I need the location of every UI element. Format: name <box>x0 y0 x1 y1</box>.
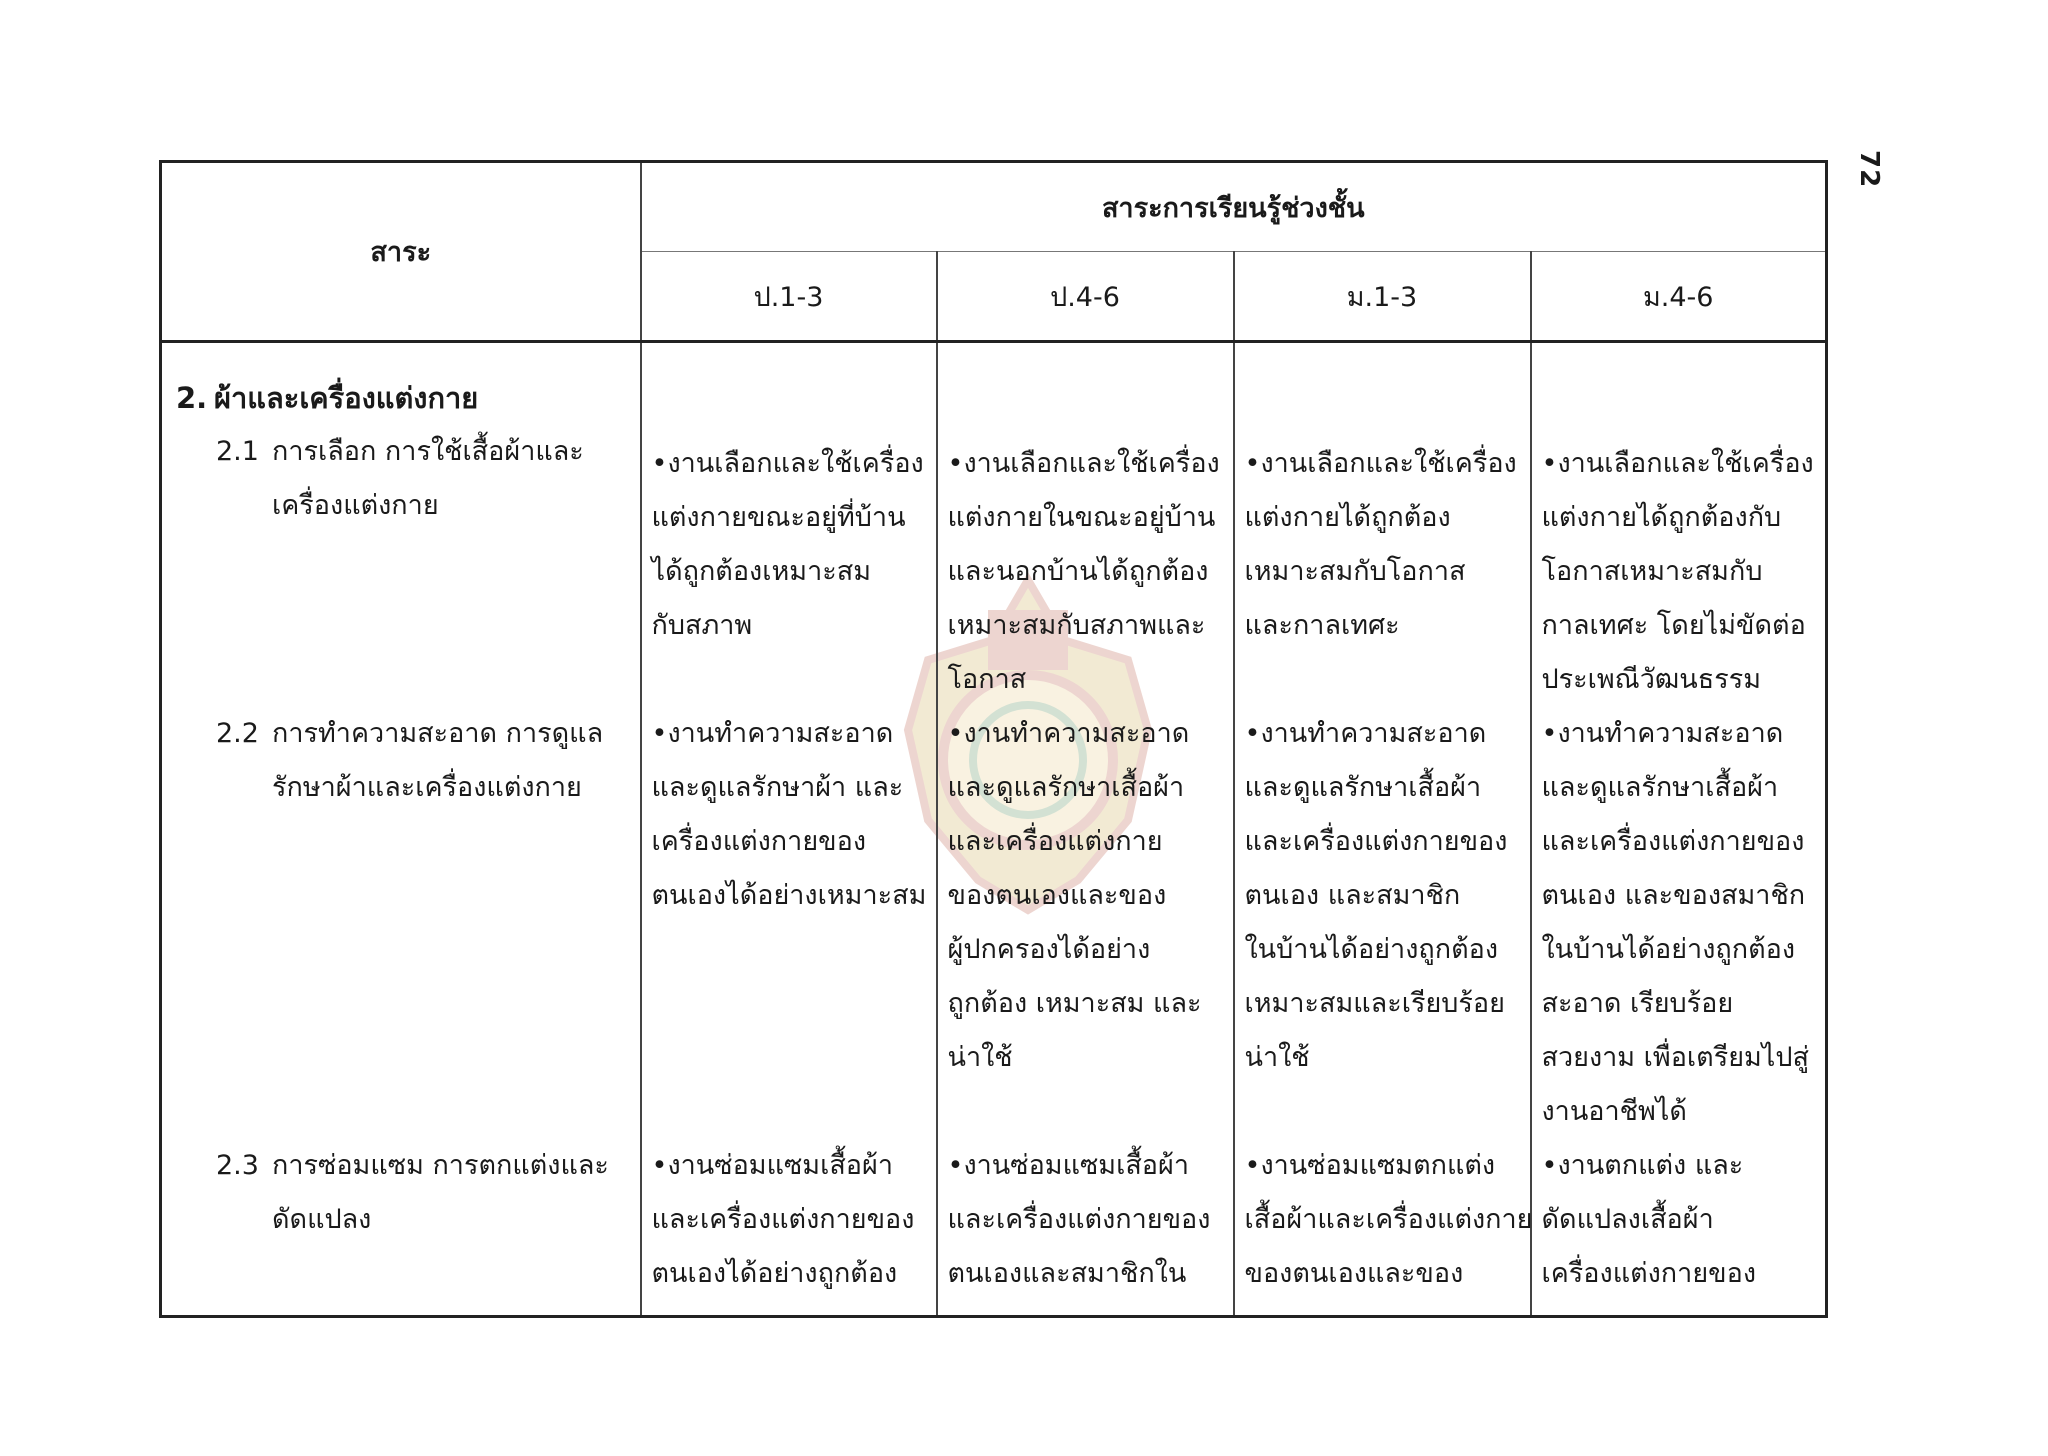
content-cell: • งานตกแต่ง และ ดัดแปลงเสื้อผ้า เครื่องแต่งกายของ <box>1531 1139 1827 1317</box>
content-cell: • งานเลือกและใช้เครื่อง แต่งกายขณะอยู่ที่บ้าน ได้ถูกต้องเหมาะสม กับสภาพ <box>641 425 937 707</box>
content-cell: • งานทำความสะอาด และดูแลรักษาเสื้อผ้า และเครื่องแต่งกาย ของตนเองและของ ผู้ปกครองได้อย่าง ถูกต้อง เหมาะสม และ น่าใช้ <box>937 707 1234 1139</box>
learning-span-header: สาระการเรียนรู้ช่วงชั้น <box>641 162 1827 252</box>
topic-column-header: สาระ <box>161 162 641 342</box>
content-cell: • งานเลือกและใช้เครื่อง แต่งกายในขณะอยู่บ้าน และนอกบ้านได้ถูกต้อง เหมาะสมกับสภาพและ โอกาส <box>937 425 1234 707</box>
section-heading-cell <box>161 342 641 426</box>
table-row <box>161 707 1827 1139</box>
table-row <box>161 425 1827 707</box>
subtopic-2-2: 2.2 การทำความสะอาด การดูแล รักษาผ้าและเครื่องแต่งกาย <box>216 718 604 803</box>
content-cell: • งานซ่อมแซมเสื้อผ้า และเครื่องแต่งกายของ ตนเองได้อย่างถูกต้อง <box>641 1139 937 1317</box>
content-cell: • งานเลือกและใช้เครื่อง แต่งกายได้ถูกต้อง เหมาะสมกับโอกาส และกาลเทศะ <box>1234 425 1531 707</box>
topic-cell <box>161 1139 641 1317</box>
section-title: 2. ผ้าและเครื่องแต่งกาย <box>176 381 479 415</box>
table-row <box>161 1139 1827 1317</box>
grade-header-p4-6: ป.4-6 <box>937 252 1234 342</box>
topic-cell <box>161 707 641 1139</box>
content-cell: • งานทำความสะอาด และดูแลรักษาเสื้อผ้า และเครื่องแต่งกายของ ตนเอง และสมาชิก ในบ้านได้อย่างถูกต้อง เหมาะสมและเรียบร้อย น่าใช้ <box>1234 707 1531 1139</box>
content-cell: • งานทำความสะอาด และดูแลรักษาเสื้อผ้า และเครื่องแต่งกายของ ตนเอง และของสมาชิก ในบ้านได้อย่างถูกต้อง สะอาด เรียบร้อย สวยงาม เพื่อเตรียมไปสู่ งานอาชีพได้ <box>1531 707 1827 1139</box>
subtopic-2-3: 2.3 การซ่อมแซม การตกแต่งและ ดัดแปลง <box>216 1150 609 1235</box>
content-cell: • งานซ่อมแซมเสื้อผ้า และเครื่องแต่งกายของ ตนเองและสมาชิกใน <box>937 1139 1234 1317</box>
content-cell: • งานทำความสะอาด และดูแลรักษาผ้า และ เครื่องแต่งกายของ ตนเองได้อย่างเหมาะสม <box>641 707 937 1139</box>
content-cell: • งานซ่อมแซมตกแต่ง เสื้อผ้าและเครื่องแต่งกาย ของตนเองและของ <box>1234 1139 1531 1317</box>
grade-header-m1-3: ม.1-3 <box>1234 252 1531 342</box>
subtopic-2-1: 2.1 การเลือก การใช้เสื้อผ้าและ เครื่องแต่งกาย <box>216 436 584 521</box>
topic-cell <box>161 425 641 707</box>
content-cell: • งานเลือกและใช้เครื่อง แต่งกายได้ถูกต้องกับ โอกาสเหมาะสมกับ กาลเทศะ โดยไม่ขัดต่อ ประเพณีวัฒนธรรม <box>1531 425 1827 707</box>
grade-header-m4-6: ม.4-6 <box>1531 252 1827 342</box>
page-number: 72 <box>1854 150 1884 189</box>
grade-header-p1-3: ป.1-3 <box>641 252 937 342</box>
curriculum-table <box>159 160 1828 1318</box>
